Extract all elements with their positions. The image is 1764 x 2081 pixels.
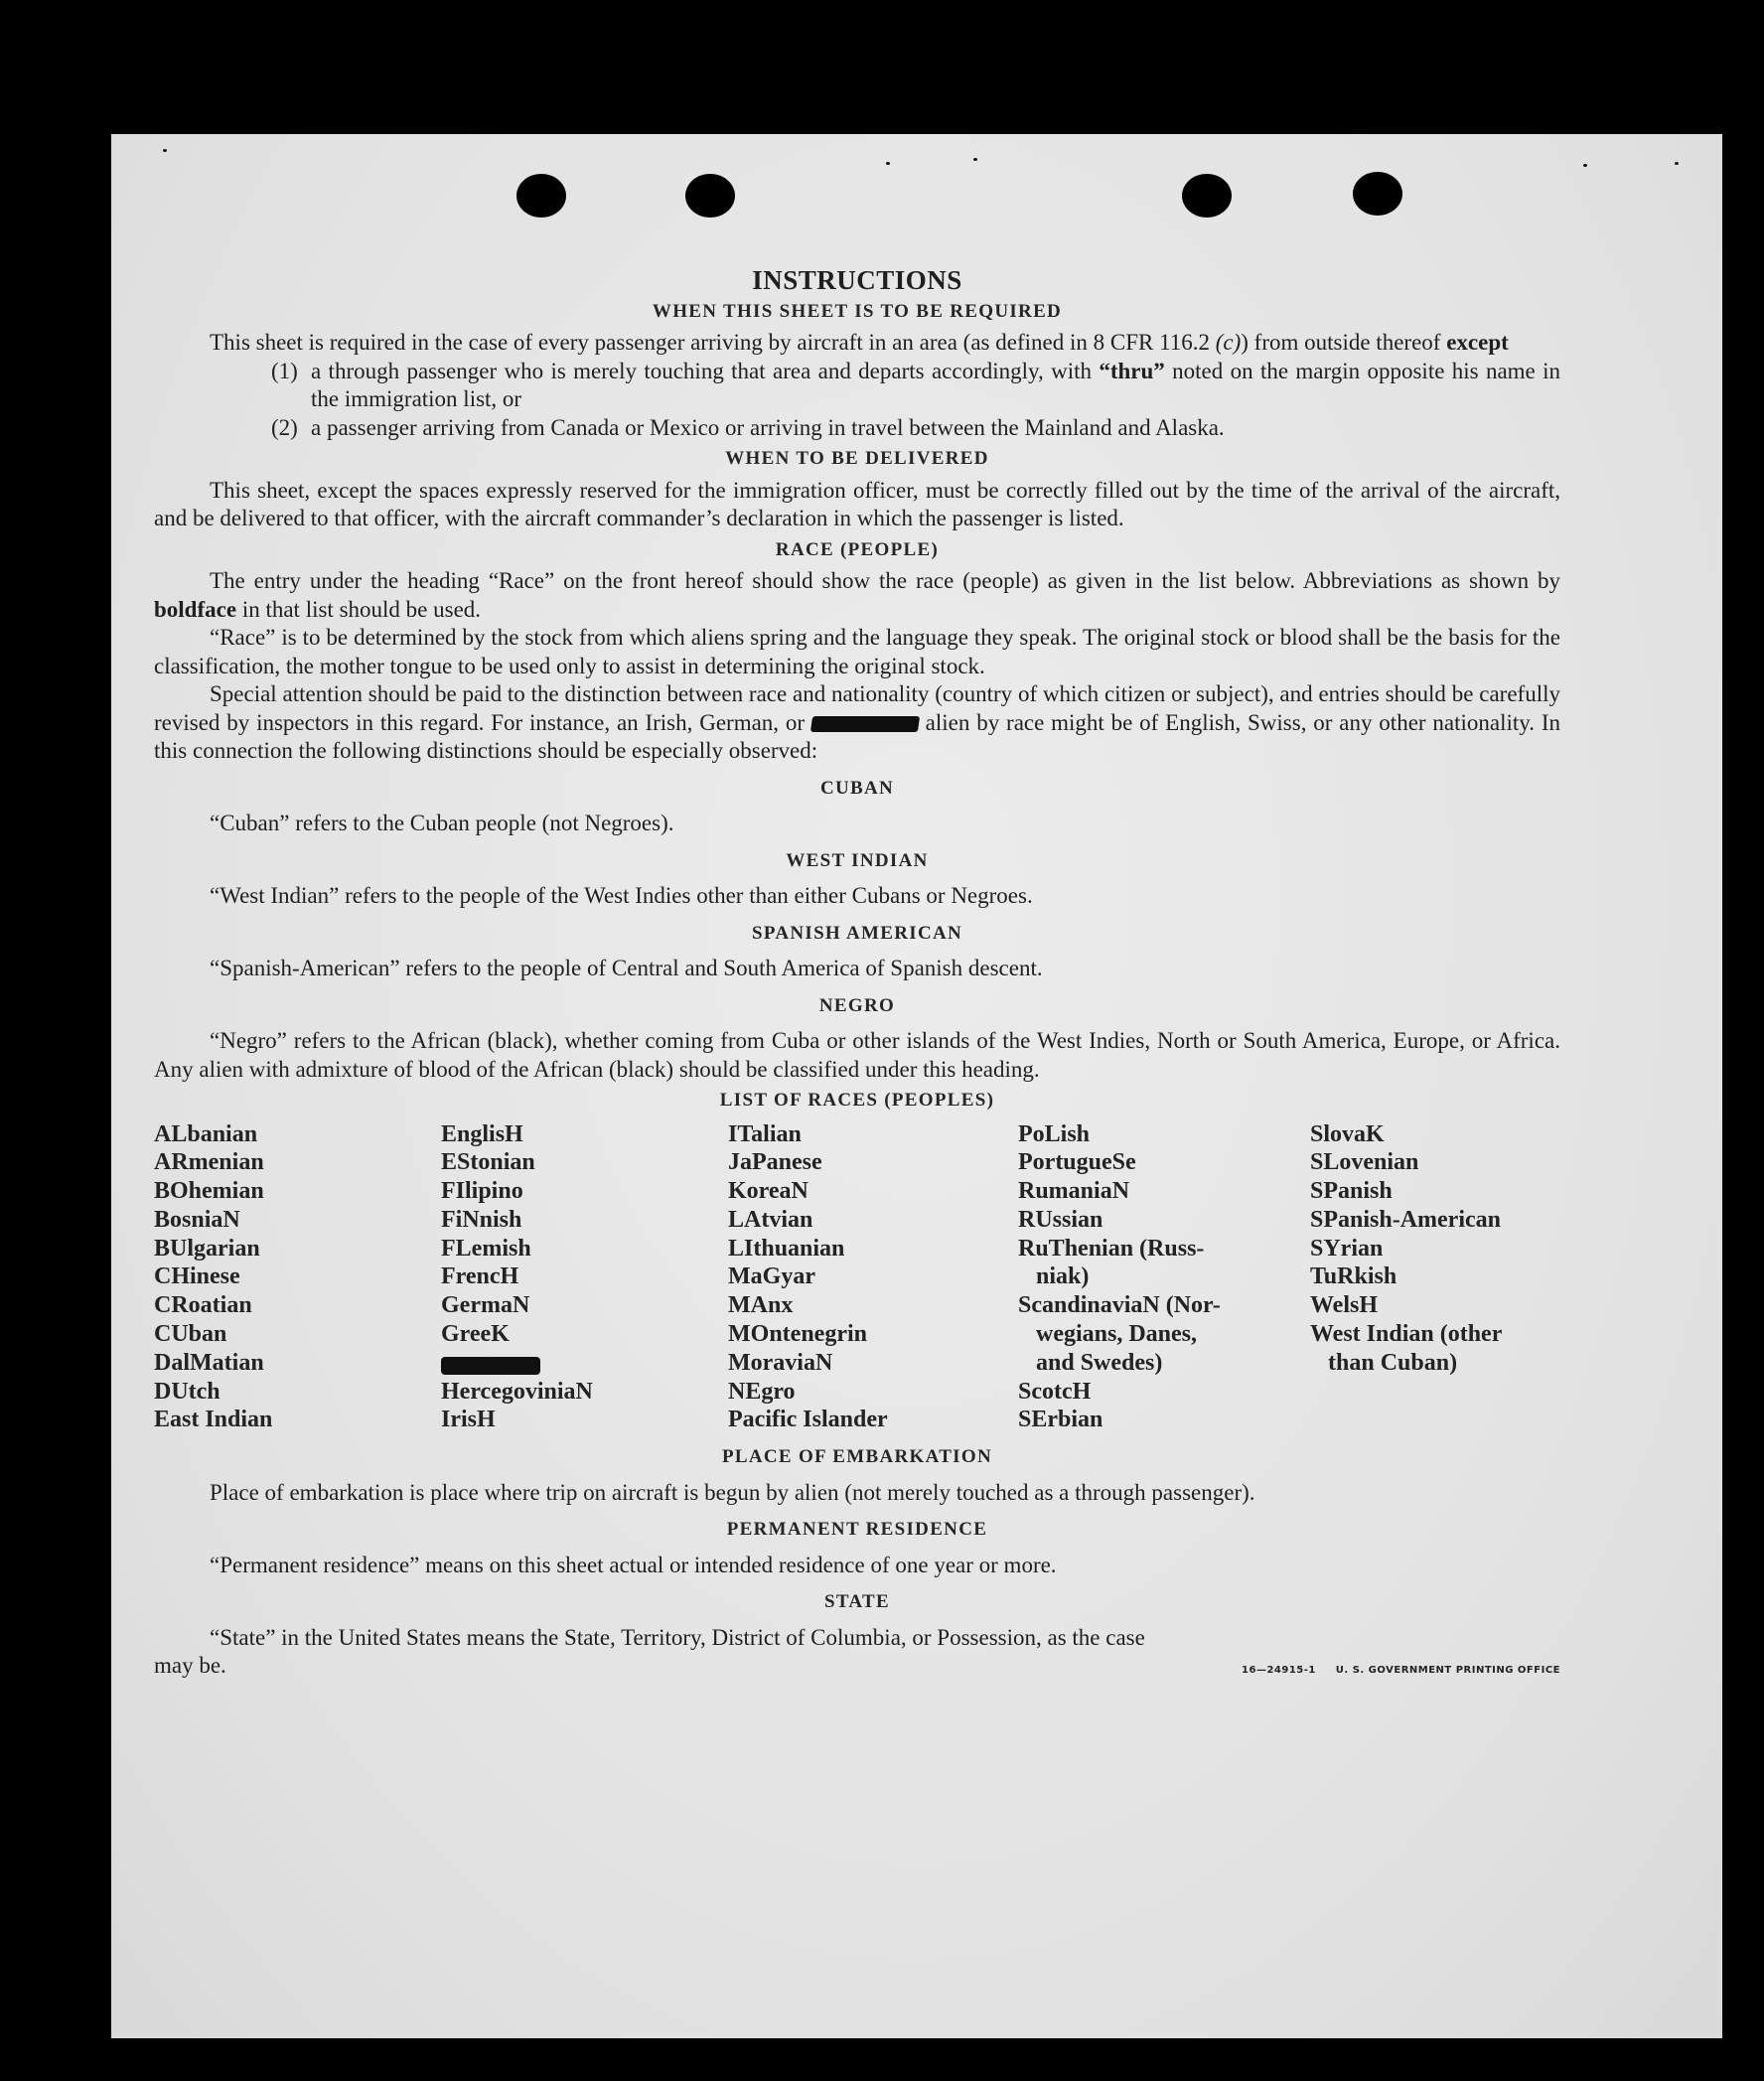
heading-when-delivered: WHEN TO BE DELIVERED (725, 448, 989, 469)
race-entry: HercegoviniaN (441, 1378, 593, 1405)
races-column-5 (1310, 1120, 1560, 1435)
races-column-3 (728, 1120, 1018, 1435)
race-entry: niak) (1036, 1263, 1090, 1290)
race-entry: SlovaK (1310, 1120, 1385, 1147)
race-entry: FrencH (441, 1263, 519, 1290)
race-entry: ITalian (728, 1120, 802, 1147)
negro-text: “Negro” refers to the African (black), whether coming from Cuba or other islands of the West Indies, North or South America, Europe, or Africa. Any alien with admixture of blood of the African (black) should be classified under this heading. (154, 1028, 1560, 1082)
race-entry: MAnx (728, 1292, 794, 1319)
race-entry: CHinese (154, 1263, 240, 1290)
races-column-2 (441, 1120, 728, 1435)
heading-when-required: WHEN THIS SHEET IS TO BE REQUIRED (652, 300, 1063, 322)
race-entry: WelsH (1310, 1292, 1379, 1319)
dust-speck (163, 149, 167, 152)
race-entry: DalMatian (154, 1349, 264, 1376)
delivered-text: This sheet, except the spaces expressly reserved for the immigration officer, must be correctly filled out by the time of the arrival of the aircraft, and be delivered to that officer, with the aircraft commander’s declaration in which the passenger is listed. (154, 477, 1560, 530)
race-entry: ARmenian (154, 1149, 264, 1176)
dust-speck (1675, 162, 1679, 165)
west-indian-text: “West Indian” refers to the people of the West Indies other than either Cubans or Negroes. (210, 883, 1033, 908)
race-entry: GreeK (441, 1321, 510, 1348)
heading-permanent-residence: PERMANENT RESIDENCE (726, 1519, 988, 1541)
race-entry: than Cuban) (1328, 1349, 1458, 1376)
race-entry: PoLish (1018, 1120, 1091, 1147)
required-intro: This sheet is required in the case of every passenger arriving by aircraft in an area (as defined in 8 CFR 116.2 (c)) from outside thereof except (210, 330, 1509, 355)
embarkation-text: Place of embarkation is place where trip on aircraft is begun by alien (not merely touched as a through passenger). (210, 1479, 1255, 1505)
residence-text: “Permanent residence” means on this sheet actual or intended residence of one year or more. (210, 1552, 1057, 1577)
race-entry: SLovenian (1310, 1149, 1419, 1176)
heading-race: RACE (PEOPLE) (775, 538, 940, 560)
race-entry: CRoatian (154, 1292, 252, 1319)
heading-negro: NEGRO (818, 994, 896, 1016)
races-list (154, 1120, 1560, 1435)
heading-spanish-american: SPANISH AMERICAN (751, 922, 963, 944)
race-entry: MOntenegrin (728, 1321, 867, 1348)
required-item-1: (1) a through passenger who is merely touching that area and departs accordingly, with “thru” noted on the margin opposite his name in the immigration list, or (271, 358, 1560, 411)
race-entry: MoraviaN (728, 1349, 833, 1376)
footer-line (154, 1652, 1560, 1686)
race-entry: DUtch (154, 1378, 220, 1405)
race-entry: SPanish (1310, 1178, 1393, 1205)
race-entry: RUssian (1018, 1206, 1103, 1233)
race-entry: TuRkish (1310, 1263, 1397, 1290)
race-entry: RumaniaN (1018, 1178, 1130, 1205)
print-code: 16—24915-1 U. S. GOVERNMENT PRINTING OFFICE (1242, 1665, 1560, 1677)
race-paragraph-2: “Race” is to be determined by the stock from which aliens spring and the language they speak. The original stock or blood shall be the basis for the classification, the mother tongue to be used only to assist in determining the original stock. (154, 625, 1560, 678)
dust-speck (886, 162, 890, 165)
spanish-american-text: “Spanish-American” refers to the people of Central and South America of Spanish descent. (210, 956, 1043, 980)
punch-hole (1182, 174, 1232, 218)
race-entry: BosniaN (154, 1206, 240, 1233)
heading-cuban: CUBAN (819, 777, 895, 799)
race-entry: MaGyar (728, 1263, 815, 1290)
race-entry: FLemish (441, 1235, 531, 1262)
race-entry: ScandinaviaN (Nor- (1018, 1292, 1221, 1319)
redaction-mark (810, 716, 920, 732)
cuban-text: “Cuban” refers to the Cuban people (not Negroes). (210, 811, 674, 835)
redacted-race-entry (441, 1349, 728, 1378)
heading-state: STATE (824, 1591, 890, 1613)
punch-hole (1353, 172, 1402, 216)
document-page (111, 134, 1722, 2038)
race-entry: wegians, Danes, (1036, 1321, 1198, 1348)
race-paragraph-3: Special attention should be paid to the distinction between race and nationality (country of which citizen or subject), and entries should be carefully revised by inspectors in this regard. For instance, an Irish, German, or alien by race might be of English, Swiss, or any other nationality. In this connection the following distinctions should be especially observed: (154, 681, 1560, 763)
race-entry: BOhemian (154, 1178, 264, 1205)
race-entry: SPanish-American (1310, 1206, 1501, 1233)
race-entry: FiNnish (441, 1206, 522, 1233)
required-item-2: (2) a passenger arriving from Canada or Mexico or arriving in travel between the Mainland and Alaska. (271, 414, 1225, 440)
race-entry: JaPanese (728, 1149, 822, 1176)
race-entry: ScotcH (1018, 1378, 1092, 1405)
races-column-1 (154, 1120, 441, 1435)
race-entry: RuThenian (Russ- (1018, 1235, 1205, 1262)
race-entry: BUlgarian (154, 1235, 260, 1262)
race-entry: LAtvian (728, 1206, 813, 1233)
race-entry: LIthuanian (728, 1235, 845, 1262)
heading-place-of-embarkation: PLACE OF EMBARKATION (722, 1446, 992, 1468)
race-entry: NEgro (728, 1378, 796, 1405)
instructions-body (154, 266, 1560, 1686)
punch-hole (516, 174, 566, 218)
punch-hole (685, 174, 735, 218)
race-paragraph-1: The entry under the heading “Race” on the front hereof should show the race (people) as given in the list below. Abbreviations as shown by boldface in that list should be used. (154, 568, 1560, 622)
heading-list-of-races: LIST OF RACES (PEOPLES) (719, 1090, 995, 1111)
race-entry: ALbanian (154, 1120, 258, 1147)
heading-west-indian: WEST INDIAN (786, 849, 929, 871)
race-entry: KoreaN (728, 1178, 808, 1205)
race-entry: GermaN (441, 1292, 530, 1319)
race-entry: CUban (154, 1321, 227, 1348)
state-text-end: may be. (154, 1653, 226, 1679)
race-entry: SYrian (1310, 1235, 1384, 1262)
race-entry: Pacific Islander (728, 1407, 888, 1433)
race-entry: FIlipino (441, 1178, 523, 1205)
race-entry: EnglisH (441, 1120, 523, 1147)
race-entry: SErbian (1018, 1407, 1103, 1433)
race-entry: West Indian (other (1310, 1321, 1503, 1348)
race-entry: PortugueSe (1018, 1149, 1136, 1176)
page-title: INSTRUCTIONS (752, 265, 962, 295)
races-column-4 (1018, 1120, 1310, 1435)
dust-speck (1583, 164, 1587, 167)
race-entry: EStonian (441, 1149, 535, 1176)
dust-speck (973, 158, 977, 161)
race-entry: and Swedes) (1036, 1349, 1163, 1376)
race-entry: IrisH (441, 1407, 496, 1433)
race-entry: East Indian (154, 1407, 273, 1433)
state-text: “State” in the United States means the State, Territory, District of Columbia, or Possession, as the case (210, 1624, 1145, 1650)
